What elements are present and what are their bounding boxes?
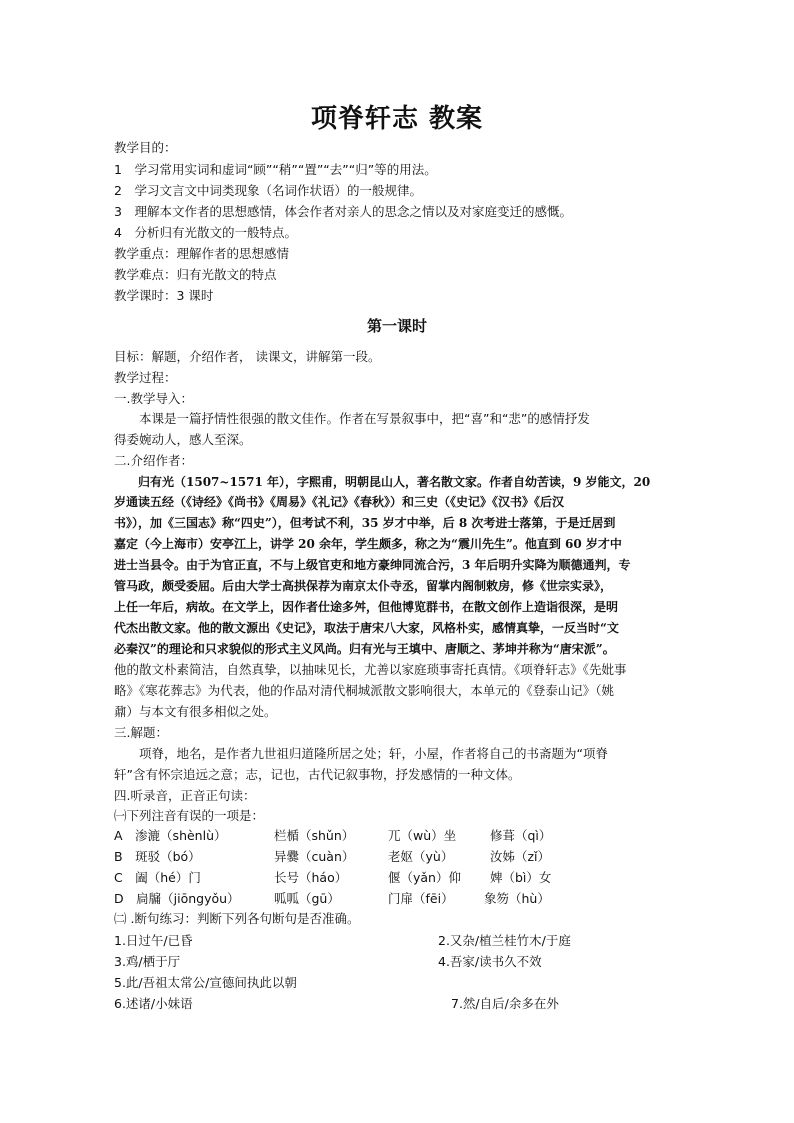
punctuation-item: 6.述诸/小妹语: [114, 996, 193, 1011]
objective-item: 4 分析归有光散文的一般特点。: [114, 225, 297, 240]
author-bio-line: 进士当县令。由于为官正直，不与上级官吏和地方豪绅同流合污，3 年后明升实降为顺德通判，专: [114, 558, 631, 572]
option-term: B 斑驳（bó）: [114, 849, 201, 864]
listen-heading: 四.听录音，正音正句读：: [114, 788, 256, 803]
teaching-focus: 教学重点：理解作者的思想感情: [114, 246, 290, 261]
author-heading: 二.介绍作者：: [114, 453, 193, 468]
punctuation-row: [114, 994, 694, 1014]
author-bio-line: 代杰出散文家。他的散文源出《史记》，取法于唐宋八大家，风格朴实，感情真挚，一反当时“文: [114, 621, 619, 635]
pinyin-option-c: [114, 868, 694, 888]
author-style-line: 略》《寒花葬志》为代表，他的作品对清代桐城派散文影响很大，本单元的《登泰山记》（姚: [114, 683, 615, 698]
option-term: D 扃牖（jiōngyǒu）: [114, 891, 240, 906]
option-term: 栏楯（shǔn）: [274, 828, 355, 843]
option-term: 汝姊（zǐ）: [490, 849, 551, 864]
intro-heading: 一.教学导入：: [114, 391, 193, 406]
objective-item: 2 学习文言文中词类现象（名词作状语）的一般规律。: [114, 183, 422, 198]
author-bio-line: 书》），加《三国志》称“四史”），但考试不利，35 岁才中举，后 8 次考进士落第，于是迁居到: [114, 516, 616, 530]
punctuation-question-heading: ㈡ .断句练习：判断下列各句断句是否准确。: [114, 911, 360, 926]
option-term: 修葺（qì）: [490, 828, 552, 843]
option-term: 象笏（hù）: [484, 891, 550, 906]
pinyin-option-a: [114, 826, 694, 846]
author-style-line: 鼐）与本文有很多相似之处。: [114, 704, 277, 719]
punctuation-row: [114, 952, 694, 972]
objective-item: 1 学习常用实词和虚词“顾”“稍”“置”“去”“归”等的用法。: [114, 162, 437, 177]
objectives-heading: 教学目的：: [114, 140, 177, 155]
title-explain-line: 项脊，地名，是作者九世祖归道隆所居之处；轩，小屋，作者将自己的书斋题为“项脊: [114, 746, 608, 761]
author-bio-line: 嘉定（今上海市）安亭江上，讲学 20 余年，学生颇多，称之为“震川先生”。他直到 60 岁才中: [114, 537, 622, 551]
author-bio-line: 岁通读五经（《诗经》《尚书》《周易》《礼记》《春秋》）和三史（《史记》《汉书》《后汉: [114, 495, 565, 509]
author-bio-line: 归有光（1507~1571 年），字熙甫，明朝昆山人，著名散文家。作者自幼苦读，9 岁能文，20: [114, 475, 651, 489]
option-term: 异爨（cuàn）: [274, 849, 355, 864]
pinyin-option-b: [114, 847, 694, 867]
punctuation-item: 7.然/自后/余多在外: [451, 996, 559, 1011]
title-explain-heading: 三.解题：: [114, 725, 168, 740]
pinyin-option-d: [114, 889, 694, 909]
option-term: 老妪（yù）: [388, 849, 454, 864]
objective-item: 3 理解本文作者的思想感情，体会作者对亲人的思念之情以及对家庭变迁的感慨。: [114, 204, 572, 219]
title-explain-line: 轩”含有怀宗追远之意；志，记也，古代记叙事物，抒发感情的一种文体。: [114, 767, 521, 782]
option-term: 长号（háo）: [274, 870, 348, 885]
teaching-difficulty: 教学难点：归有光散文的特点: [114, 267, 277, 282]
option-term: 门扉（fēi）: [388, 891, 454, 906]
punctuation-item: 5.此/吾祖太常公/宣德间执此以朝: [114, 975, 297, 990]
intro-line: 得委婉动人，感人至深。: [114, 432, 252, 447]
punctuation-item: 1.日过午/已昏: [114, 933, 193, 948]
author-bio-line: 管马政，颇受委屈。后由大学士高拱保荐为南京太仆寺丞，留掌内阁制敕房，修《世宗实录》，: [114, 579, 613, 593]
option-term: 偃（yǎn）仰: [388, 870, 461, 885]
option-term: 呱呱（gū）: [274, 891, 340, 906]
intro-line: 本课是一篇抒情性很强的散文佳作。作者在写景叙事中，把“喜”和“悲”的感情抒发: [114, 411, 590, 426]
author-style-line: 他的散文朴素简洁，自然真挚，以抽味见长，尤善以家庭琐事寄托真情。《项脊轩志》《先妣事: [114, 662, 627, 677]
lesson-heading: 第一课时: [366, 317, 427, 335]
option-term: 兀（wù）坐: [388, 828, 457, 843]
author-bio-line: 上任一年后，病故。在文学上，因作者仕途多舛，但他博览群书，在散文创作上造诣很深，是明: [114, 600, 619, 614]
lesson-goal: 目标：解题，介绍作者， 读课文，讲解第一段。: [114, 349, 381, 364]
punctuation-item: 4.吾家/读书久不效: [438, 954, 542, 969]
teaching-hours: 教学课时：3 课时: [114, 288, 214, 303]
process-heading: 教学过程：: [114, 370, 177, 385]
pinyin-question-heading: ㈠下列注音有误的一项是：: [114, 808, 265, 823]
punctuation-row: [114, 931, 694, 951]
punctuation-item: 3.鸡/栖于厅: [114, 954, 181, 969]
option-term: C 阖（hé）门: [114, 870, 201, 885]
document-title: 项脊轩志 教案: [310, 104, 484, 134]
punctuation-row: [114, 973, 694, 993]
author-bio-line: 必秦汉”的理论和只求貌似的形式主义风尚。归有光与王填中、唐顺之、茅坤并称为“唐宋派”。: [114, 642, 615, 656]
punctuation-item: 2.又杂/植兰桂竹木/于庭: [438, 933, 571, 948]
option-term: 婢（bì）女: [490, 870, 552, 885]
option-term: A 渗漉（shènlù）: [114, 828, 227, 843]
